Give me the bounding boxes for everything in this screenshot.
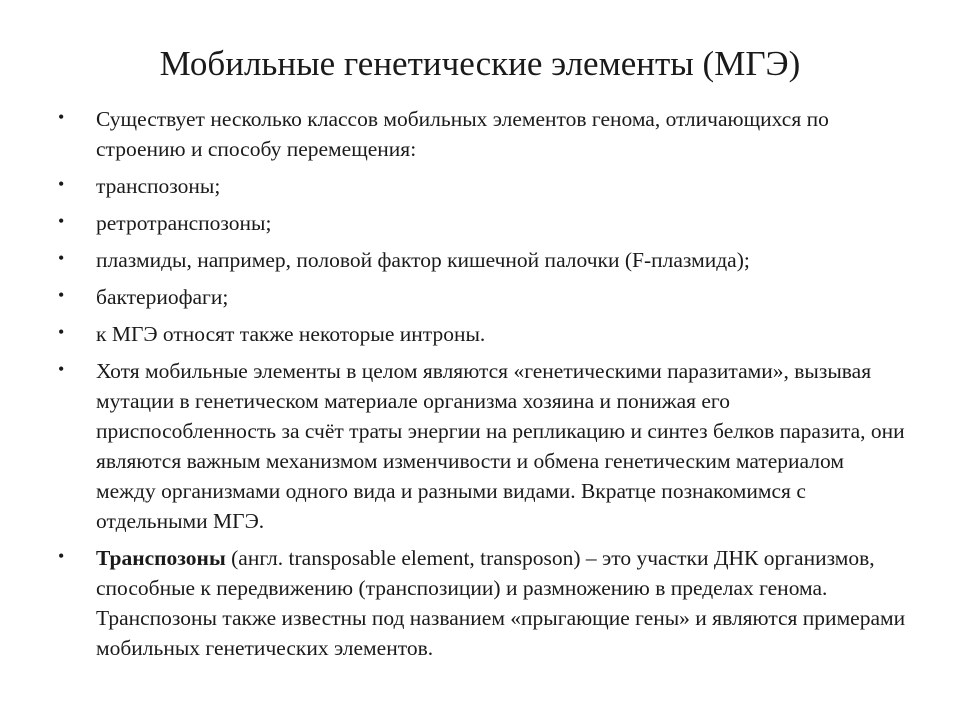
bullet-text: Хотя мобильные элементы в целом являются «генетическими паразитами», вызывая мутации в генетическом материале организма хозяина и понижая его приспособленность за счёт траты энергии на репликацию и синтез белков паразита, они являются важным механизмом изменчивости и обмена генетическим материалом между организмами одного вида и разными видами. Вкратце познакомимся с отдельными МГЭ. bbox=[96, 359, 905, 533]
bullet-item bbox=[58, 319, 908, 349]
bullet-dot: • bbox=[58, 322, 65, 342]
bullet-item bbox=[58, 356, 908, 536]
bullet-item bbox=[58, 282, 908, 312]
bullet-item bbox=[58, 543, 908, 663]
bullet-item bbox=[58, 104, 908, 164]
bullet-text: Существует несколько классов мобильных элементов генома, отличающихся по строению и способу перемещения: bbox=[96, 107, 829, 161]
bullet-text: к МГЭ относят также некоторые интроны. bbox=[96, 322, 486, 346]
bullet-dot: • bbox=[58, 107, 65, 127]
bullet-dot: • bbox=[58, 359, 65, 379]
bullet-dot: • bbox=[58, 546, 65, 566]
bullet-dot: • bbox=[58, 248, 65, 268]
bullet-text: плазмиды, например, половой фактор кишечной палочки (F-плазмида); bbox=[96, 248, 750, 272]
bullet-text: (англ. transposable element, transposon) – это участки ДНК организмов, способные к передвижению (транспозиции) и размножению в пределах генома. Транспозоны также известны под названием «прыгающие гены» и являются примерами мобильных генетических элементов. bbox=[96, 546, 906, 660]
slide-title: Мобильные генетические элементы (МГЭ) bbox=[159, 44, 801, 83]
bullet-text: ретротранспозоны; bbox=[96, 211, 272, 235]
bullet-item bbox=[58, 171, 908, 201]
bullet-list bbox=[58, 104, 908, 670]
bullet-term: Транспозоны bbox=[96, 546, 226, 570]
bullet-item bbox=[58, 245, 908, 275]
bullet-item bbox=[58, 208, 908, 238]
bullet-text: транспозоны; bbox=[96, 174, 221, 198]
bullet-text: бактериофаги; bbox=[96, 285, 229, 309]
bullet-dot: • bbox=[58, 211, 65, 231]
bullet-dot: • bbox=[58, 174, 65, 194]
bullet-dot: • bbox=[58, 285, 65, 305]
